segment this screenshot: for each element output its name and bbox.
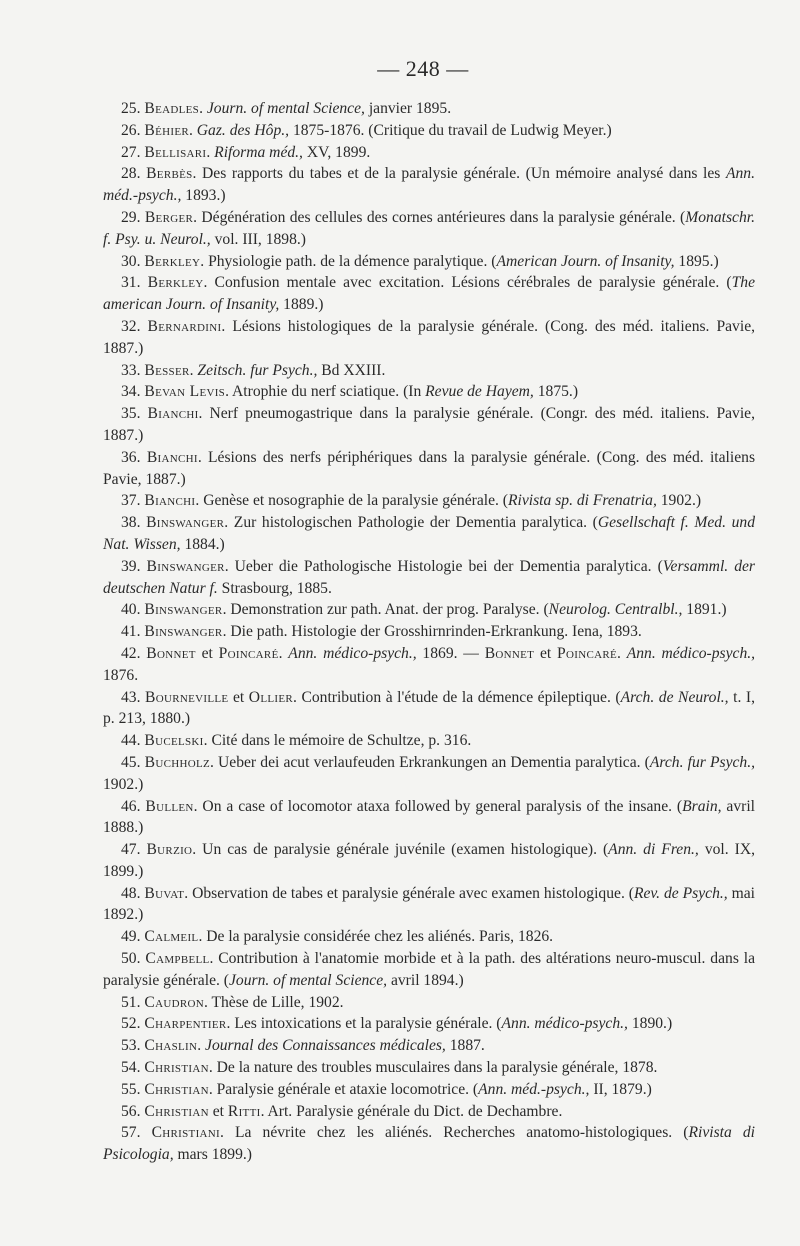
journal-title: Rivista di Psicologia, — [103, 1124, 755, 1164]
entry-text: 1875.) — [533, 383, 579, 401]
bibliography-entry — [103, 796, 755, 840]
bibliography-entry — [103, 1101, 755, 1123]
bibliography-entry — [103, 730, 755, 752]
entry-text: et — [195, 644, 219, 662]
entry-text: 40. — [121, 601, 145, 619]
entry-text: janvier 1895. — [364, 100, 452, 117]
entry-text: 39. — [121, 557, 147, 575]
entry-text: 1893.) — [181, 187, 226, 205]
journal-title: Ann. médico-psych., — [288, 644, 417, 662]
author-name: Bonnet — [146, 644, 196, 662]
author-name: Caudron — [144, 993, 204, 1011]
bibliography-entry — [103, 403, 755, 447]
entry-text: mai 1892.) — [103, 884, 755, 924]
entry-text: vol. III, 1898.) — [210, 230, 306, 248]
bibliography-entry — [103, 447, 755, 491]
entry-text: 44. — [121, 732, 145, 750]
journal-title: Ann. di Fren., — [608, 841, 699, 859]
author-name: Buvat — [144, 884, 185, 902]
author-name: Berkley — [144, 252, 201, 270]
entry-text: et — [228, 688, 249, 706]
author-name: Binswanger — [144, 623, 223, 641]
journal-title: Gaz. des Hôp., — [196, 121, 290, 139]
entry-text: . Art. Paralysie générale du Dict. de Dechambre. — [260, 1102, 563, 1120]
entry-text: . Zur histologischen Pathologie der Dementia paralytica. ( — [224, 514, 598, 532]
entry-text: . Ueber dei acut verlaufeuden Erkrankungen an Dementia paralytica. ( — [210, 753, 650, 771]
bibliography-entry — [103, 839, 755, 883]
entry-text: 57. — [121, 1124, 152, 1142]
entry-text: avril 1894.) — [387, 971, 464, 989]
author-name: Bellisari — [144, 143, 207, 161]
journal-title: Gesellschaft f. Med. und Nat. Wissen, — [103, 514, 755, 553]
entry-text: 1889.) — [279, 296, 324, 314]
entry-text: . De la nature des troubles musculaires dans la paralysie générale, 1878. — [208, 1059, 658, 1077]
entry-text: et — [208, 1102, 228, 1120]
entry-text: . Atrophie du nerf sciatique. (In — [225, 383, 426, 401]
entry-text: 54. — [121, 1059, 145, 1077]
entry-text: . Thèse de Lille, 1902. — [203, 993, 344, 1011]
bibliography-entry — [103, 512, 755, 556]
entry-text: 36. — [121, 448, 147, 466]
entry-text: 1891.) — [682, 601, 727, 619]
journal-title: Arch. fur Psych., — [649, 753, 756, 771]
journal-title: Journ. of mental Science, — [228, 971, 388, 989]
entry-text: 1869. — — [416, 644, 485, 662]
journal-title: Brain, — [682, 797, 722, 815]
entry-text: . Lésions histologiques de la paralysie générale. (Cong. des méd. italiens. Pavie, 1887.) — [103, 317, 756, 357]
bibliography-entry — [103, 948, 755, 992]
entry-text: . Physiologie path. de la démence paralytique. ( — [200, 252, 497, 270]
page-number: — 248 — — [377, 56, 469, 81]
author-name: Besser — [144, 361, 190, 379]
entry-text: 56. — [121, 1102, 145, 1120]
author-name: Christian — [144, 1102, 209, 1120]
entry-text: 27. — [121, 143, 145, 161]
bibliography-entry — [103, 599, 755, 621]
author-name: Calmeil — [144, 928, 199, 946]
entry-text: 42. — [121, 644, 147, 662]
entry-text: 33. — [121, 361, 145, 379]
entry-text: 1875-1876. (Critique du travail de Ludwig Meyer.) — [289, 121, 612, 139]
entry-text: mars 1899.) — [173, 1146, 252, 1164]
bibliography-entry — [103, 163, 755, 207]
journal-title: Riforma méd., — [214, 143, 303, 161]
entry-text: . Demonstration zur path. Anat. der prog. Paralyse. ( — [222, 601, 549, 619]
entry-text: 41. — [121, 623, 145, 641]
entry-text: 26. — [121, 121, 145, 139]
author-name: Binswanger — [144, 601, 223, 619]
bibliography-entry — [103, 752, 755, 796]
entry-text: 1902.) — [656, 492, 702, 510]
entry-text: 46. — [121, 797, 146, 815]
bibliography-entry — [103, 1057, 755, 1079]
entry-text: 34. — [121, 383, 145, 401]
entry-text: Strasbourg, 1885. — [217, 579, 332, 597]
entry-text: 1876. — [103, 666, 139, 684]
bibliography-entry — [103, 120, 755, 142]
bibliography-entry — [103, 687, 755, 731]
journal-title: Ann. méd.-psych., — [478, 1080, 590, 1098]
entry-text: . Confusion mentale avec excitation. Lésions cérébrales de paralysie générale. ( — [203, 274, 732, 292]
entry-text: 1884.) — [180, 535, 225, 553]
author-name: Ritti — [227, 1102, 261, 1120]
author-name: Béhier — [144, 121, 189, 139]
entry-text: . Die path. Histologie der Grosshirnrinden-Erkrankung. Iena, 1893. — [222, 623, 642, 641]
bibliography-entry — [103, 98, 755, 120]
author-name: Bernardini — [147, 317, 222, 335]
bibliography-entry — [103, 207, 755, 251]
entry-text: . Nerf pneumogastrique dans la paralysie générale. (Congr. des méd. italiens. Pavie, 1887.) — [103, 405, 756, 444]
entry-text: 32. — [121, 317, 148, 335]
entry-text: 1890.) — [627, 1015, 673, 1033]
entry-text: 1895.) — [674, 252, 719, 270]
entry-text: . — [206, 143, 215, 161]
entry-text: . — [188, 121, 197, 139]
author-name: Binswanger — [146, 557, 225, 575]
author-name: Christiani — [151, 1124, 220, 1142]
author-name: Bourneville — [145, 688, 229, 706]
author-name: Bullen — [145, 797, 194, 815]
bibliography-entry — [103, 556, 755, 600]
author-name: Bianchi — [144, 492, 196, 510]
entry-text: . — [278, 644, 289, 662]
journal-title: Monatschr. f. Psy. u. Neurol., — [103, 208, 756, 248]
entry-text: 37. — [121, 492, 145, 510]
entry-text: 1887. — [445, 1037, 485, 1055]
entry-text: 45. — [121, 753, 145, 771]
bibliography-entry — [103, 1013, 755, 1035]
author-name: Berger — [144, 208, 194, 226]
bibliography-entry — [103, 621, 755, 643]
journal-title: The american Journ. of Insanity, — [103, 274, 755, 314]
author-name: Bevan Levis — [144, 383, 226, 401]
entry-text: . De la paralysie considérée chez les aliénés. Paris, 1826. — [198, 928, 554, 946]
entry-text: . Un cas de paralysie générale juvénile (examen histologique). ( — [192, 841, 609, 859]
entry-text: 50. — [121, 950, 146, 968]
entry-text: 52. — [121, 1015, 145, 1033]
entry-text: . Genèse et nosographie de la paralysie générale. ( — [195, 492, 508, 510]
entry-text: 48. — [121, 884, 145, 902]
author-name: Christian — [144, 1080, 209, 1098]
bibliography-entry — [103, 1035, 755, 1057]
author-name: Bianchi — [146, 448, 198, 466]
entry-text: . Cité dans le mémoire de Schultze, p. 316. — [203, 732, 472, 750]
entry-text: Bd XXIII. — [317, 361, 386, 379]
entry-text: . Paralysie générale et ataxie locomotrice. ( — [208, 1080, 479, 1098]
author-name: Ollier — [248, 688, 293, 706]
entry-text: 53. — [121, 1037, 145, 1055]
entry-text: 51. — [121, 993, 145, 1011]
entry-text: avril 1888.) — [103, 797, 755, 837]
entry-text: vol. IX, 1899.) — [103, 841, 755, 880]
bibliography-entry — [103, 883, 755, 927]
bibliography-entry — [103, 926, 755, 948]
entry-text: 35. — [121, 405, 148, 423]
author-name: Campbell — [145, 950, 210, 968]
entry-text: 30. — [121, 252, 145, 270]
entry-text: . Contribution à l'anatomie morbide et à la path. des altérations neuro-muscul. dans la paralysie générale. ( — [103, 950, 756, 989]
entry-text: . La névrite chez les aliénés. Recherches anatomo-histologiques. ( — [220, 1124, 689, 1142]
bibliography-entry — [103, 272, 755, 316]
bibliography-list — [103, 98, 755, 1166]
journal-title: Journal des Connaissances médicales, — [205, 1037, 446, 1055]
journal-title: Rivista sp. di Frenatria, — [508, 492, 657, 510]
author-name: Binswanger — [146, 514, 225, 532]
author-name: Burzio — [146, 841, 193, 859]
entry-text: 38. — [121, 514, 147, 532]
author-name: Berkley — [147, 274, 204, 292]
bibliography-entry — [103, 142, 755, 164]
author-name: Chaslin — [144, 1037, 198, 1055]
bibliography-entry — [103, 360, 755, 382]
journal-title: Ann. médico-psych., — [501, 1015, 628, 1033]
author-name: Poincaré — [218, 644, 279, 662]
journal-title: Neurolog. Centralbl., — [548, 601, 683, 619]
entry-text: 31. — [121, 274, 148, 292]
entry-text: . Des rapports du tabes et de la paralysie générale. (Un mémoire analysé dans les — [192, 165, 726, 183]
bibliography-entry — [103, 1079, 755, 1101]
entry-text: 49. — [121, 928, 145, 946]
entry-text: . — [617, 644, 627, 662]
bibliography-entry — [103, 381, 755, 403]
entry-text: 25. — [121, 100, 145, 117]
author-name: Bucelski — [144, 732, 204, 750]
journal-title: Arch. de Neurol., — [620, 688, 729, 706]
entry-text: . Lésions des nerfs périphériques dans la paralysie générale. (Cong. des méd. italiens Pavie, 1887.) — [103, 448, 756, 488]
entry-text: 47. — [121, 841, 147, 859]
entry-text: t. I, p. 213, 1880.) — [103, 688, 755, 728]
entry-text: . Contribution à l'étude de la démence épileptique. ( — [293, 688, 621, 706]
entry-text: . Dégénération des cellules des cornes antérieures dans la paralysie générale. ( — [193, 208, 686, 226]
author-name: Charpentier — [144, 1015, 227, 1033]
journal-title: Zeitsch. fur Psych., — [197, 361, 318, 379]
bibliography-entry — [103, 490, 755, 512]
author-name: Beadles — [144, 100, 200, 117]
author-name: Buchholz — [144, 753, 210, 771]
journal-title: Ann. méd.-psych., — [103, 165, 755, 205]
entry-text: XV, 1899. — [302, 143, 371, 161]
entry-text: 55. — [121, 1080, 145, 1098]
entry-text: . Observation de tabes et paralysie générale avec examen histologique. ( — [184, 884, 634, 902]
author-name: Poincaré — [557, 644, 617, 662]
bibliography-entry — [103, 643, 755, 687]
journal-title: Versamml. der deutschen Natur f. — [103, 557, 756, 597]
entry-text: . On a case of locomotor ataxa followed by general paralysis of the insane. ( — [193, 797, 683, 815]
entry-text: 28. — [121, 165, 147, 183]
journal-title: Ann. médico-psych., — [626, 644, 756, 662]
bibliography-entry — [103, 316, 755, 360]
bibliography-entry — [103, 1122, 755, 1166]
journal-title: Revue de Hayem, — [425, 383, 534, 401]
entry-text: 1902.) — [103, 775, 144, 793]
entry-text: et — [534, 644, 558, 662]
author-name: Bianchi — [147, 405, 199, 423]
entry-text: II, 1879.) — [589, 1080, 652, 1098]
entry-text: . Ueber die Pathologische Histologie bei der Dementia paralytica. ( — [224, 557, 663, 575]
journal-title: Rev. de Psych., — [633, 884, 728, 902]
entry-text: . — [189, 361, 198, 379]
bibliography-entry — [103, 251, 755, 273]
journal-title: Journ. of mental Science, — [206, 100, 365, 117]
entry-text: 43. — [121, 688, 146, 706]
author-name: Bonnet — [484, 644, 535, 662]
entry-text: . — [199, 100, 207, 117]
author-name: Christian — [144, 1059, 209, 1077]
entry-text: 29. — [121, 208, 145, 226]
bibliography-entry — [103, 992, 755, 1014]
author-name: Berbès — [146, 165, 193, 183]
journal-title: American Journ. of Insanity, — [496, 252, 675, 270]
entry-text: . — [197, 1037, 206, 1055]
entry-text: . Les intoxications et la paralysie générale. ( — [226, 1015, 502, 1033]
